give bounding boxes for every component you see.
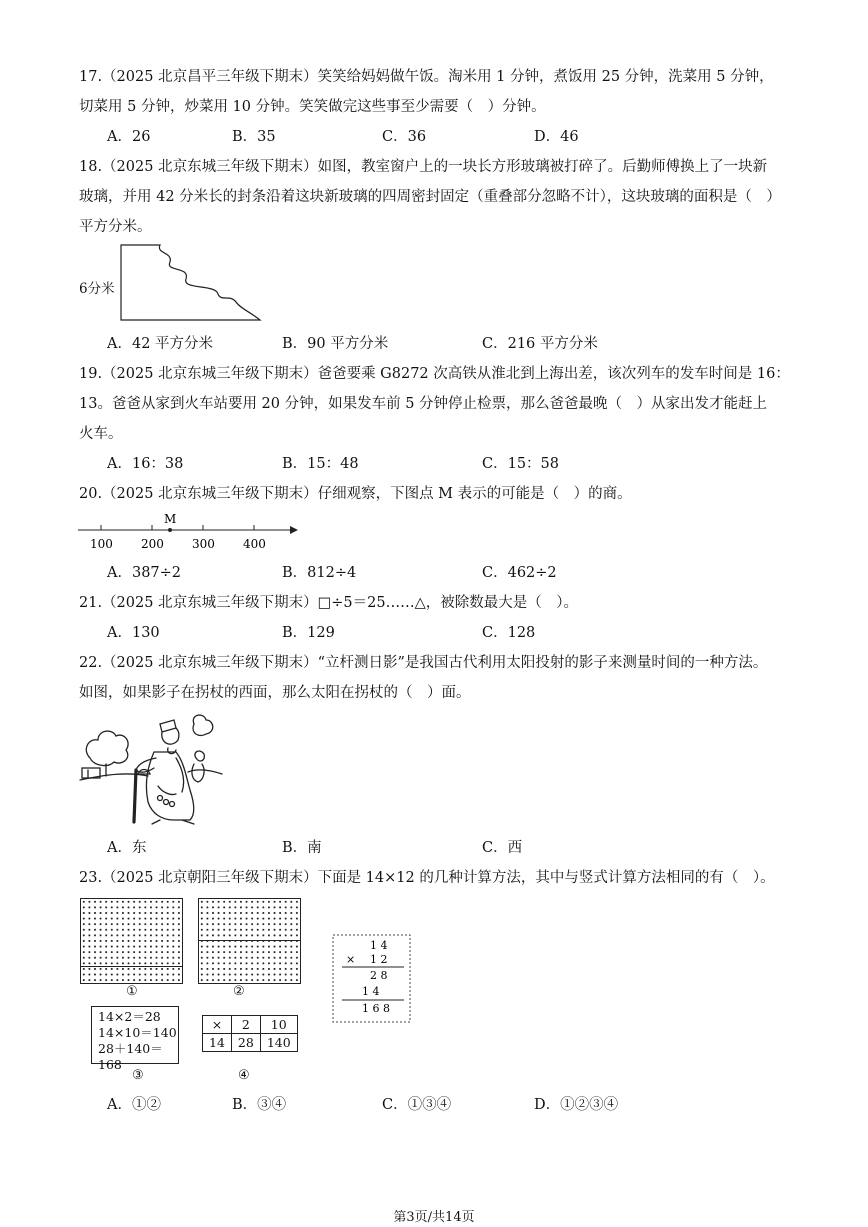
tick-400: 400 — [243, 537, 266, 551]
q21-line1: 21.（2025 北京东城三年级下期末）□÷5＝25……△，被除数最大是（ ）。 — [79, 595, 578, 611]
tick-200: 200 — [141, 537, 164, 551]
dot-array-method-2 — [198, 898, 301, 984]
q21-option-c: C．128 — [482, 625, 536, 641]
vertical-multiplication — [332, 934, 412, 1024]
q18-option-a: A．42 平方分米 — [107, 336, 214, 352]
m4-cell-14: 14 — [203, 1034, 232, 1052]
method3-line3: 28＋140＝168 — [98, 1041, 163, 1072]
method-label-4: ④ — [238, 1068, 250, 1083]
method-label-1: ① — [126, 984, 138, 999]
q17-option-c: C．36 — [382, 129, 427, 145]
q23-option-d: D．①②③④ — [534, 1097, 619, 1113]
dot-array-2-divider — [198, 940, 301, 941]
q19-option-c: C．15：58 — [482, 456, 559, 472]
q17-option-b: B．35 — [232, 129, 276, 145]
q23-option-c: C．①③④ — [382, 1097, 452, 1113]
vert-op: × — [346, 953, 356, 966]
q20-option-c: C．462÷2 — [482, 565, 557, 581]
page-footer: 第3页/共14页 — [393, 1210, 475, 1225]
dot-array-1-divider — [80, 966, 183, 967]
vert-row2: 1 2 — [370, 953, 388, 966]
q17-option-a: A．26 — [107, 129, 151, 145]
q23-option-b: B．③④ — [232, 1097, 287, 1113]
q19-line3: 火车。 — [79, 426, 123, 442]
point-m-label: M — [164, 512, 177, 526]
q22-option-b: B．南 — [282, 840, 322, 856]
method3-line1: 14×2＝28 — [98, 1009, 161, 1024]
q19-line2: 13。爸爸从家到火车站要用 20 分钟，如果发车前 5 分钟停止检票，那么爸爸最晚（ ）从家出发才能赶上 — [79, 396, 768, 412]
q20-option-b: B．812÷4 — [282, 565, 357, 581]
q23-line1: 23.（2025 北京朝阳三年级下期末）下面是 14×12 的几种计算方法，其中与竖式计算方法相同的有（ ）。 — [79, 870, 775, 886]
dot-array-method-1 — [80, 898, 183, 984]
q17-option-d: D．46 — [534, 129, 579, 145]
q21-option-a: A．130 — [107, 625, 160, 641]
q19-option-a: A．16：38 — [107, 456, 184, 472]
q18-line1: 18.（2025 北京东城三年级下期末）如图，教室窗户上的一块长方形玻璃被打碎了。后勤师傅换上了一块新 — [79, 159, 768, 175]
method-4-table — [202, 1015, 298, 1052]
q22-option-c: C．西 — [482, 840, 523, 856]
method3-line2: 14×10＝140 — [98, 1025, 177, 1040]
q20-option-a: A．387÷2 — [107, 565, 182, 581]
method-label-2: ② — [233, 984, 245, 999]
q18-option-c: C．216 平方分米 — [482, 336, 598, 352]
vert-row3: 2 8 — [370, 969, 388, 982]
q17-line2: 切菜用 5 分钟，炒菜用 10 分钟。笑笑做完这些事至少需要（ ）分钟。 — [79, 99, 546, 115]
m4-cell-28: 28 — [231, 1034, 260, 1052]
point-m — [168, 528, 172, 532]
q20-line1: 20.（2025 北京东城三年级下期末）仔细观察，下图点 M 表示的可能是（ ）的商。 — [79, 486, 632, 502]
q18-option-b: B．90 平方分米 — [282, 336, 389, 352]
q19-option-b: B．15：48 — [282, 456, 359, 472]
q19-line1: 19.（2025 北京东城三年级下期末）爸爸要乘 G8272 次高铁从淮北到上海出差，该次列车的发车时间是 16： — [79, 366, 790, 382]
method-3-box — [91, 1006, 179, 1072]
m4-cell-140: 140 — [260, 1034, 297, 1052]
q17-line1: 17.（2025 北京昌平三年级下期末）笑笑给妈妈做午饭。淘米用 1 分钟，煮饭用 25 分钟，洗菜用 5 分钟， — [79, 69, 774, 85]
vert-row1: 1 4 — [370, 939, 388, 952]
vert-row4: 1 4 — [362, 985, 380, 998]
q22-line2: 如图，如果影子在拐杖的西面，那么太阳在拐杖的（ ）面。 — [79, 685, 471, 701]
m4-cell-times: × — [203, 1016, 232, 1034]
m4-cell-2: 2 — [231, 1016, 260, 1034]
q23-option-a: A．①② — [107, 1097, 161, 1113]
broken-glass-figure — [118, 242, 268, 326]
tick-100: 100 — [90, 537, 113, 551]
ancient-man-with-cane-illustration — [78, 710, 224, 830]
method-label-3: ③ — [132, 1068, 144, 1083]
tick-300: 300 — [192, 537, 215, 551]
vert-row5: 1 6 8 — [362, 1002, 390, 1015]
number-line — [76, 512, 300, 552]
q22-option-a: A．东 — [107, 840, 147, 856]
q18-side-label: 6分米 — [79, 281, 115, 297]
q18-line2: 玻璃，并用 42 分米长的封条沿着这块新玻璃的四周密封固定（重叠部分忽略不计），这块玻璃的面积是（ ） — [79, 189, 781, 205]
q22-line1: 22.（2025 北京东城三年级下期末）“立杆测日影”是我国古代利用太阳投射的影子来测量时间的一种方法。 — [79, 655, 768, 671]
q21-option-b: B．129 — [282, 625, 335, 641]
q18-line3: 平方分米。 — [79, 219, 152, 235]
m4-cell-10: 10 — [260, 1016, 297, 1034]
